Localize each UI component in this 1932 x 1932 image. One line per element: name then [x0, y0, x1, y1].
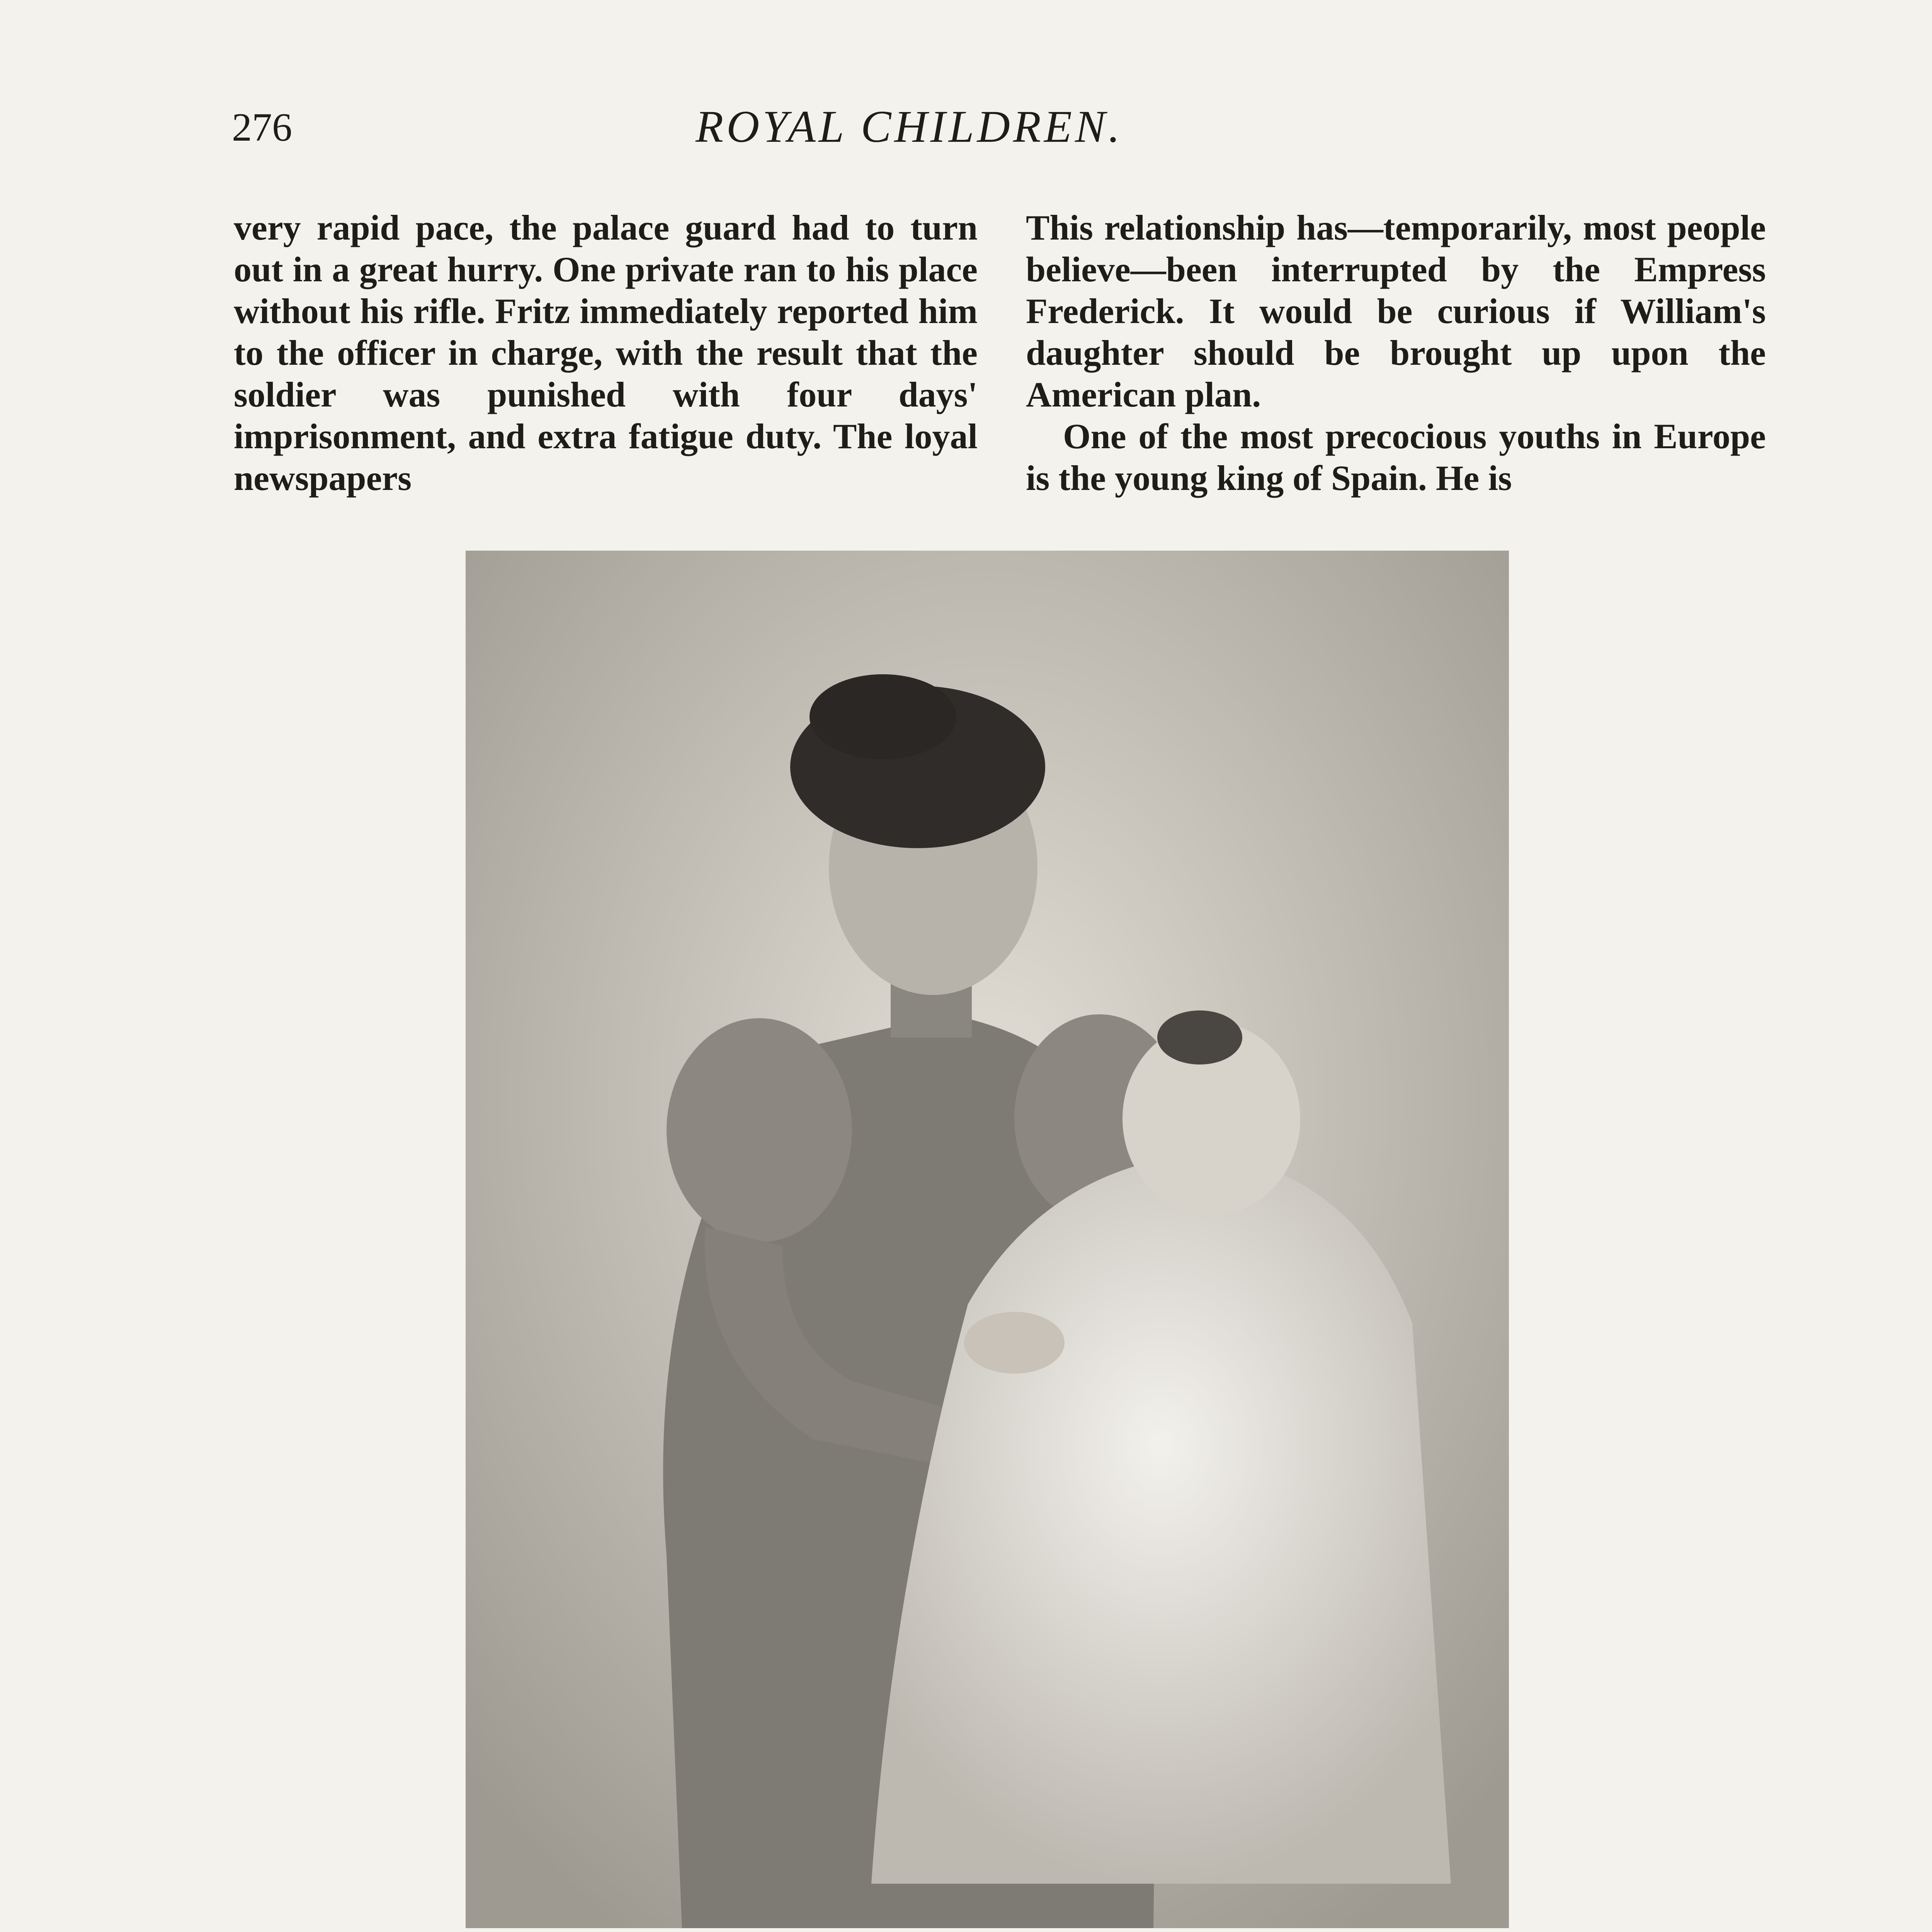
running-head: ROYAL CHILDREN.: [696, 101, 1123, 152]
photo-illustration: [466, 551, 1509, 1928]
column-top-left: [234, 207, 978, 499]
paragraph: One of the most precocious youths in Europe is the young king of Spain. He is: [1026, 417, 1766, 498]
paragraph: very rapid pace, the palace guard had to turn out in a great hurry. One private ran to his place without his rifle. Fritz immediately reported him to the officer in charge, with the result that the soldier was punished with four days' imprisonment, and extra fatigue duty. The loyal newspapers: [234, 208, 978, 498]
page-header: [232, 97, 1766, 174]
page-number: 276: [232, 105, 292, 150]
paragraph: This relationship has—temporarily, most people believe—been interrupted by the Empress Frederick. It would be curious if William's daughter should be brought up upon the American plan.: [1026, 208, 1766, 414]
photograph-czarina-and-daughter: [466, 551, 1509, 1928]
column-top-right: [1026, 207, 1766, 499]
